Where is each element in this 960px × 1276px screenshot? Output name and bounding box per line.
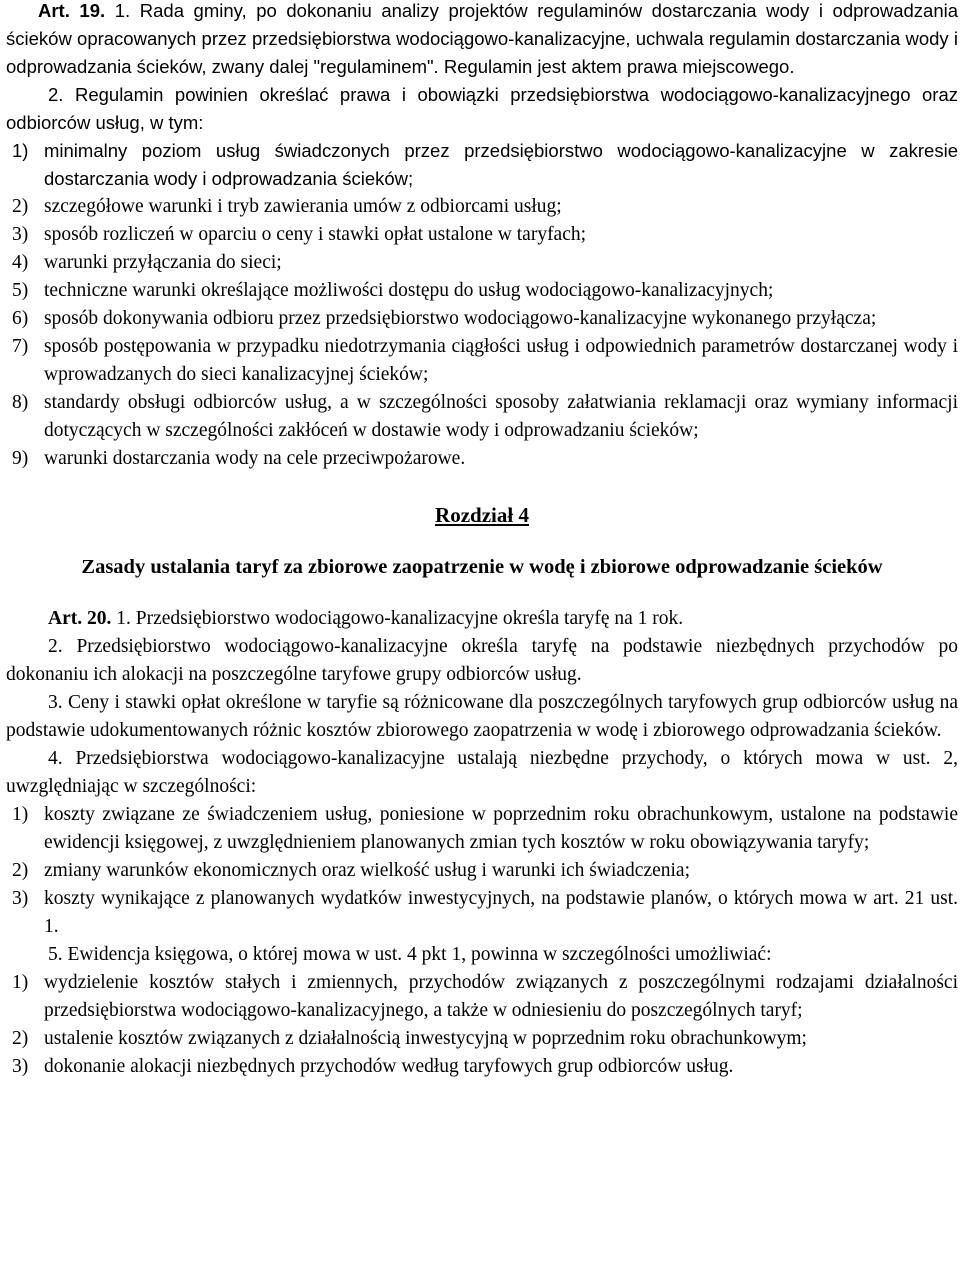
art-19-p2-number: 2.	[48, 84, 64, 105]
list-item-text: szczegółowe warunki i tryb zawierania umów z odbiorcami usług;	[44, 196, 562, 217]
art-20	[6, 605, 958, 1081]
art-19-label: Art. 19.	[38, 0, 106, 21]
list-item	[6, 445, 958, 473]
list-item-number: 9)	[12, 448, 29, 469]
art-19-list-serif	[6, 193, 958, 473]
art-19	[6, 0, 958, 473]
list-item	[6, 221, 958, 249]
list-item-text: koszty związane ze świadczeniem usług, poniesione w poprzednim roku obrachunkowym, ustalone na podstawie ewidencji księgowej, z uwzględnieniem planowanych zmian tych kosztów w roku obowiązywania taryfy;	[44, 804, 958, 853]
art-20-p4-list	[6, 801, 958, 941]
list-item-number: 3)	[12, 224, 29, 245]
list-item-number: 1)	[12, 972, 29, 993]
list-item-number: 8)	[12, 392, 29, 413]
list-item-number: 4)	[12, 252, 29, 273]
list-item-text: warunki dostarczania wody na cele przeciwpożarowe.	[44, 448, 466, 469]
art-19-p1-text: Rada gminy, po dokonaniu analizy projektów regulaminów dostarczania wody i odprowadzania ścieków opracowanych przez przedsiębiorstwa wodociągowo-kanalizacyjne, uchwala regulamin dostarczania wody i odprowadzania ścieków, zwany dalej "regulaminem". Regulamin jest aktem prawa miejscowego.	[6, 0, 959, 77]
chapter-title: Zasady ustalania taryf za zbiorowe zaopatrzenie w wodę i zbiorowe odprowadzanie ścieków	[81, 556, 883, 578]
art-20-paragraph-2: 2. Przedsiębiorstwo wodociągowo-kanalizacyjne określa taryfę na podstawie niezbędnych przychodów po dokonaniu ich alokacji na poszczególne taryfowe grupy odbiorców usług.	[6, 636, 958, 685]
list-item-number: 7)	[12, 336, 29, 357]
document-page	[6, 0, 958, 1081]
art-19-p1-number: 1.	[114, 0, 131, 21]
list-item-text: wydzielenie kosztów stałych i zmiennych, przychodów związanych z poszczególnymi rodzajami działalności przedsiębiorstwa wodociągowo-kanalizacyjnego, a także w odniesieniu do poszczególnych taryf;	[44, 972, 958, 1021]
list-item-text: standardy obsługi odbiorców usług, a w szczególności sposoby załatwiania reklamacji oraz wymiany informacji dotyczących w szczególności zakłóceń w dostawie wody i odprowadzaniu ścieków;	[44, 392, 958, 441]
list-item	[6, 857, 958, 885]
list-item	[6, 137, 958, 193]
list-item-text: dokonanie alokacji niezbędnych przychodów według taryfowych grup odbiorców usług.	[44, 1056, 734, 1077]
list-item	[6, 305, 958, 333]
list-item	[6, 1025, 958, 1053]
list-item-text: ustalenie kosztów związanych z działalnością inwestycyjną w poprzednim roku obrachunkowym;	[44, 1028, 807, 1049]
list-item-text: techniczne warunki określające możliwości dostępu do usług wodociągowo-kanalizacyjnych;	[44, 280, 774, 301]
chapter-heading	[6, 501, 958, 581]
list-item	[6, 885, 958, 941]
list-item-number: 6)	[12, 308, 29, 329]
list-item	[6, 249, 958, 277]
list-item-number: 3)	[12, 1056, 29, 1077]
art-20-paragraph-5: 5. Ewidencja księgowa, o której mowa w ust. 4 pkt 1, powinna w szczególności umożliwiać:	[48, 944, 772, 965]
list-item	[6, 801, 958, 857]
list-item-number: 2)	[12, 1028, 29, 1049]
art-19-paragraph-1	[6, 0, 958, 81]
list-item-text: koszty wynikające z planowanych wydatków inwestycyjnych, na podstawie planów, o których mowa w art. 21 ust. 1.	[44, 888, 958, 937]
list-item-text: zmiany warunków ekonomicznych oraz wielkość usług i warunki ich świadczenia;	[44, 860, 691, 881]
art-20-p1-text: 1. Przedsiębiorstwo wodociągowo-kanalizacyjne określa taryfę na 1 rok.	[116, 608, 684, 629]
art-19-p2-text: Regulamin powinien określać prawa i obowiązki przedsiębiorstwa wodociągowo-kanalizacyjnego oraz odbiorców usług, w tym:	[6, 84, 958, 133]
list-item	[6, 389, 958, 445]
art-20-paragraph-3: 3. Ceny i stawki opłat określone w taryfie są różnicowane dla poszczególnych taryfowych grup odbiorców usług na podstawie udokumentowanych różnic kosztów zbiorowego zaopatrzenia w wodę i zbiorowego odprowadzania ścieków.	[6, 692, 958, 741]
list-item-number: 1)	[12, 140, 29, 161]
art-20-label: Art. 20.	[48, 608, 112, 629]
list-item-number: 2)	[12, 196, 29, 217]
list-item-number: 3)	[12, 888, 29, 909]
list-item-text: minimalny poziom usług świadczonych przez przedsiębiorstwo wodociągowo-kanalizacyjne w zakresie dostarczania wody i odprowadzania ścieków;	[44, 140, 958, 189]
list-item-text: sposób dokonywania odbioru przez przedsiębiorstwo wodociągowo-kanalizacyjne wykonanego przyłącza;	[44, 308, 877, 329]
list-item-text: sposób rozliczeń w oparciu o ceny i stawki opłat ustalone w taryfach;	[44, 224, 587, 245]
list-item-text: sposób postępowania w przypadku niedotrzymania ciągłości usług i odpowiednich parametrów dostarczanej wody i wprowadzanych do sieci kanalizacyjnej ścieków;	[44, 336, 958, 385]
art-19-list	[6, 137, 958, 193]
chapter-label: Rozdział 4	[435, 503, 529, 527]
list-item-text: warunki przyłączania do sieci;	[44, 252, 282, 273]
art-20-p5-list	[6, 969, 958, 1081]
list-item	[6, 193, 958, 221]
list-item	[6, 277, 958, 305]
list-item-number: 5)	[12, 280, 29, 301]
list-item	[6, 333, 958, 389]
list-item-number: 2)	[12, 860, 29, 881]
art-19-paragraph-2	[6, 81, 958, 137]
list-item	[6, 1053, 958, 1081]
list-item-number: 1)	[12, 804, 29, 825]
list-item	[6, 969, 958, 1025]
art-20-paragraph-1	[6, 605, 958, 633]
art-20-paragraph-4: 4. Przedsiębiorstwa wodociągowo-kanalizacyjne ustalają niezbędne przychody, o których mowa w ust. 2, uwzględniając w szczególności:	[6, 748, 958, 797]
